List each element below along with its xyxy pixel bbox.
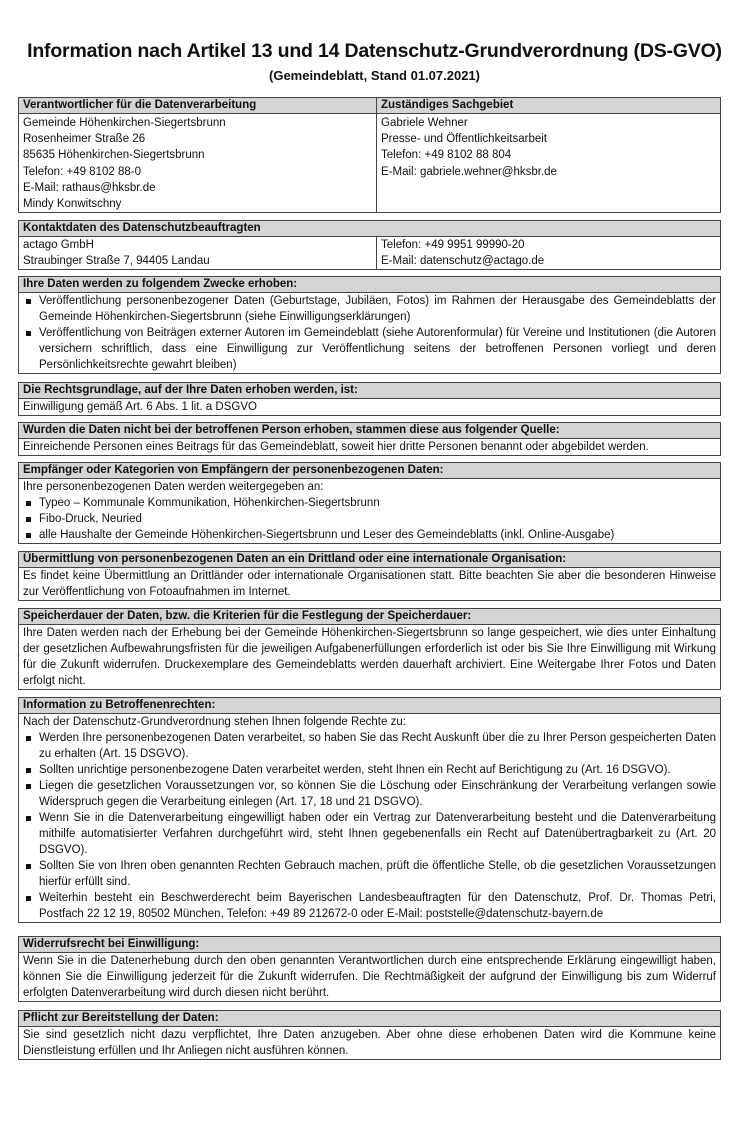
list-item: Weiterhin besteht ein Beschwerderecht beim Bayerischen Landesbeauftragten für den Datenschutz, Prof. Dr. Thomas Petri, Postfach 22 12 19, 80502 München, Telefon: +49 89 212672-0 oder E-Mail: poststelle@datenschutz-bayern.de — [19, 890, 720, 922]
list-item: Typeo – Kommunale Kommunikation, Höhenkirchen-Siegertsbrunn — [19, 495, 720, 511]
list-item: Fibo-Druck, Neuried — [19, 511, 720, 527]
dpo-email: E-Mail: datenschutz@actago.de — [381, 255, 545, 268]
responsible-header: Verantwortlicher für die Datenverarbeitung — [19, 98, 376, 114]
list-item: alle Haushalte der Gemeinde Höhenkirchen-Siegertsbrunn und Leser des Gemeindeblatts (inkl. Online-Ausgabe) — [19, 527, 720, 543]
list-item: Werden Ihre personenbezogenen Daten verarbeitet, so haben Sie das Recht Auskunft über die zu Ihrer Person gespeicherten Daten zu erhalten (Art. 15 DSGVO). — [19, 730, 720, 762]
responsible-email: E-Mail: rathaus@hksbr.de — [23, 181, 156, 194]
responsible-column — [19, 98, 377, 212]
recipients-intro: Ihre personenbezogenen Daten werden weitergegeben an: — [23, 481, 324, 493]
legal-basis-text: Einwilligung gemäß Art. 6 Abs. 1 lit. a DSGVO — [23, 401, 257, 413]
responsible-line: Mindy Konwitschny — [23, 198, 122, 211]
dpo-left-column — [19, 237, 377, 269]
responsible-line: Telefon: +49 8102 88-0 — [23, 165, 141, 178]
department-email: E-Mail: gabriele.wehner@hksbr.de — [381, 165, 557, 178]
storage-header: Speicherdauer der Daten, bzw. die Kriterien für die Festlegung der Speicherdauer: — [19, 609, 720, 625]
dpo-section — [18, 220, 721, 270]
responsible-line: Rosenheimer Straße 26 — [23, 133, 146, 146]
source-section — [18, 422, 721, 456]
page-title: Information nach Artikel 13 und 14 Datenschutz-Grundverordnung (DS-GVO) — [27, 40, 722, 62]
list-item: Wenn Sie in die Datenverarbeitung eingewilligt haben oder ein Vertrag zur Datenverarbeitung besteht und die Datenverarbeitung mithilfe automatisierter Verfahren durchgeführt wird, steht Ihnen gegebenenfalls ein Recht auf Datenübertragbarkeit zu (Art. 20 DSGVO). — [19, 810, 720, 858]
recipients-list — [19, 495, 720, 543]
transfer-header: Übermittlung von personenbezogenen Daten an ein Drittland oder eine internationale Organisation: — [19, 552, 720, 568]
department-line: Presse- und Öffentlichkeitsarbeit — [381, 133, 547, 146]
dpo-line: Straubinger Straße 7, 94405 Landau — [23, 255, 210, 268]
legal-basis-header: Die Rechtsgrundlage, auf der Ihre Daten erhoben werden, ist: — [19, 383, 720, 399]
dpo-line: actago GmbH — [23, 239, 94, 251]
rights-header: Information zu Betroffenenrechten: — [19, 698, 720, 714]
list-item: Liegen die gesetzlichen Voraussetzungen vor, so können Sie die Löschung oder Einschränkung der Verarbeitung verlangen sowie Widerspruch gegen die Verarbeitung einlegen (Art. 17, 18 und 21 DSGVO). — [19, 778, 720, 810]
withdrawal-section — [18, 936, 721, 1002]
source-text: Einreichende Personen eines Beitrags für das Gemeindeblatt, soweit hier dritte Personen benannt oder abgebildet werden. — [23, 441, 649, 453]
rights-list — [19, 730, 720, 922]
purposes-section — [18, 276, 721, 374]
list-item: Veröffentlichung von Beiträgen externer Autoren im Gemeindeblatt (siehe Autorenformular) für Vereine und Institutionen (die Autoren versichern schriftlich, dass eine Einwilligung zur Veröffentlichung seitens der betroffenen Personen vorliegt und deren Persönlichkeitsrechte gewahrt bleiben) — [19, 325, 720, 373]
rights-section — [18, 697, 721, 923]
recipients-section — [18, 462, 721, 544]
transfer-section — [18, 551, 721, 601]
storage-text: Ihre Daten werden nach der Erhebung bei der Gemeinde Höhenkirchen-Siegertsbrunn so lange gespeichert, wie dies unter Einhaltung der gesetzlichen Aufbewahrungsfristen für die jeweiligen Aufgabenerfüllungen erforderlich ist oder bis Sie Ihre Einwilligung mit Wirkung für die Zukunft widerrufen. Druckexemplare des Gemeindeblatts werden dauerhaft archiviert. Eine Weitergabe Ihrer Fotos und Daten erfolgt nicht. — [23, 627, 716, 687]
purposes-header: Ihre Daten werden zu folgendem Zwecke erhoben: — [19, 277, 720, 293]
list-item: Sollten unrichtige personenbezogene Daten verarbeitet werden, steht Ihnen ein Recht auf Berichtigung zu (Art. 16 DSGVO). — [19, 762, 720, 778]
obligation-header: Pflicht zur Bereitstellung der Daten: — [19, 1011, 720, 1027]
purposes-list — [19, 293, 720, 373]
storage-section — [18, 608, 721, 690]
department-header: Zuständiges Sachgebiet — [377, 98, 720, 114]
department-line: Telefon: +49 8102 88 804 — [381, 149, 512, 162]
list-item: Veröffentlichung personenbezogener Daten (Geburtstage, Jubiläen, Fotos) im Rahmen der Herausgabe des Gemeindeblatts der Gemeinde Höhenkirchen-Siegertsbrunn (siehe Einwilligungserklärungen) — [19, 293, 720, 325]
responsible-line: 85635 Höhenkirchen-Siegertsbrunn — [23, 149, 205, 162]
withdrawal-header: Widerrufsrecht bei Einwilligung: — [19, 937, 720, 953]
page-subtitle: (Gemeindeblatt, Stand 01.07.2021) — [269, 68, 480, 83]
rights-intro: Nach der Datenschutz-Grundverordnung stehen Ihnen folgende Rechte zu: — [23, 716, 406, 728]
responsible-section — [18, 97, 721, 213]
department-line: Gabriele Wehner — [381, 117, 468, 129]
legal-basis-section — [18, 382, 721, 416]
withdrawal-text: Wenn Sie in die Datenerhebung durch den oben genannten Verantwortlichen durch eine entsprechende Erklärung eingewilligt haben, können Sie die Einwilligung jederzeit für die Zukunft widerrufen. Die Rechtmäßigkeit der aufgrund der Einwilligung bis zum Widerruf erfolgten Datenverarbeitung wird durch diesen nicht berührt. — [23, 955, 716, 999]
department-column — [377, 98, 720, 212]
obligation-section — [18, 1010, 721, 1060]
source-header: Wurden die Daten nicht bei der betroffenen Person erhoben, stammen diese aus folgender Quelle: — [19, 423, 720, 439]
recipients-header: Empfänger oder Kategorien von Empfängern der personenbezogenen Daten: — [19, 463, 720, 479]
dpo-line: Telefon: +49 9951 99990-20 — [381, 239, 525, 251]
dpo-header: Kontaktdaten des Datenschutzbeauftragten — [19, 221, 720, 237]
obligation-text: Sie sind gesetzlich nicht dazu verpflichtet, Ihre Daten anzugeben. Aber ohne diese erhobenen Daten wird die Kommune keine Dienstleistung erfüllen und Ihr Anliegen nicht ausführen können. — [23, 1029, 716, 1057]
list-item: Sollten Sie von Ihren oben genannten Rechten Gebrauch machen, prüft die öffentliche Stelle, ob die gesetzlichen Voraussetzungen hierfür erfüllt sind. — [19, 858, 720, 890]
dpo-right-column — [377, 237, 720, 269]
transfer-text: Es findet keine Übermittlung an Drittländer oder internationale Organisationen statt. Bitte beachten Sie aber die besonderen Hinweise zur Veröffentlichung von Fotoaufnahmen im Internet. — [23, 570, 716, 598]
responsible-line: Gemeinde Höhenkirchen-Siegertsbrunn — [23, 117, 226, 129]
